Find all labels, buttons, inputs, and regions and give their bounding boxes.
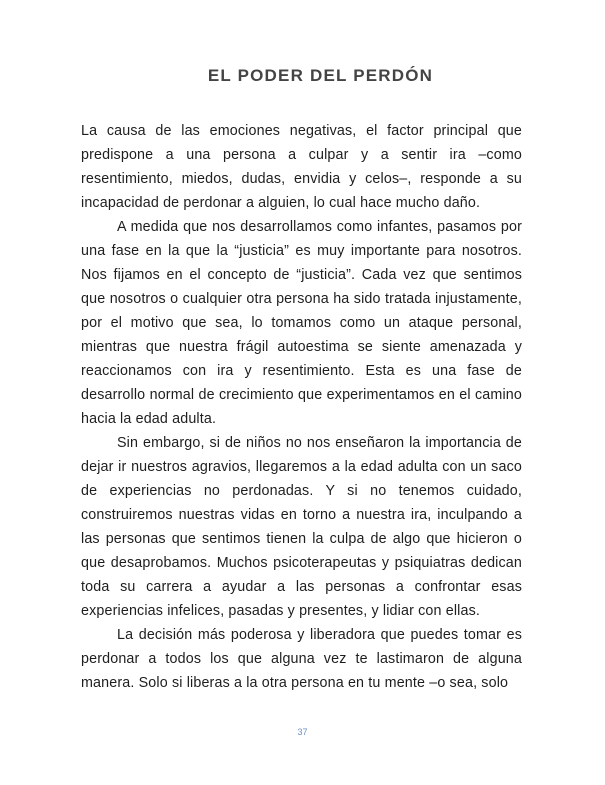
paragraph-3: Sin embargo, si de niños no nos enseñaron la importancia de dejar ir nuestros agravios, llegaremos a la edad adulta con un saco de experiencias no perdonadas. Y si no tenemos cuidado, construiremos nuestras vidas en torno a nuestra ira, inculpando a las personas que sentimos tienen la culpa de algo que hicieron o que desaprobamos. Muchos psicoterapeutas y psiquiatras dedican toda su carrera a ayudar a las personas a confrontar esas experiencias infelices, pasadas y presentes, y lidiar con ellas. <box>81 435 522 619</box>
page-number: 37 <box>297 727 308 737</box>
paragraph-4: La decisión más poderosa y liberadora que puedes tomar es perdonar a todos los que alguna vez te lastimaron de alguna manera. Solo si liberas a la otra persona en tu mente –o sea, solo <box>81 627 522 691</box>
page-title: EL PODER DEL PERDÓN <box>207 66 434 85</box>
paragraph-1: La causa de las emociones negativas, el factor principal que predispone a una persona a culpar y a sentir ira –como resentimiento, miedos, dudas, envidia y celos–, responde a su incapacidad de perdonar a alguien, lo cual hace mucho daño. <box>81 123 522 211</box>
body-text <box>81 119 522 695</box>
paragraph-2: A medida que nos desarrollamos como infantes, pasamos por una fase en la que la “justicia” es muy importante para nosotros. Nos fijamos en el concepto de “justicia”. Cada vez que sentimos que nosotros o cualquier otra persona ha sido tratada injustamente, por el motivo que sea, lo tomamos como un ataque personal, mientras que nuestra frágil autoestima se siente amenazada y reaccionamos con ira y resentimiento. Esta es una fase de desarrollo normal de crecimiento que experimentamos en el camino hacia la edad adulta. <box>81 219 522 427</box>
